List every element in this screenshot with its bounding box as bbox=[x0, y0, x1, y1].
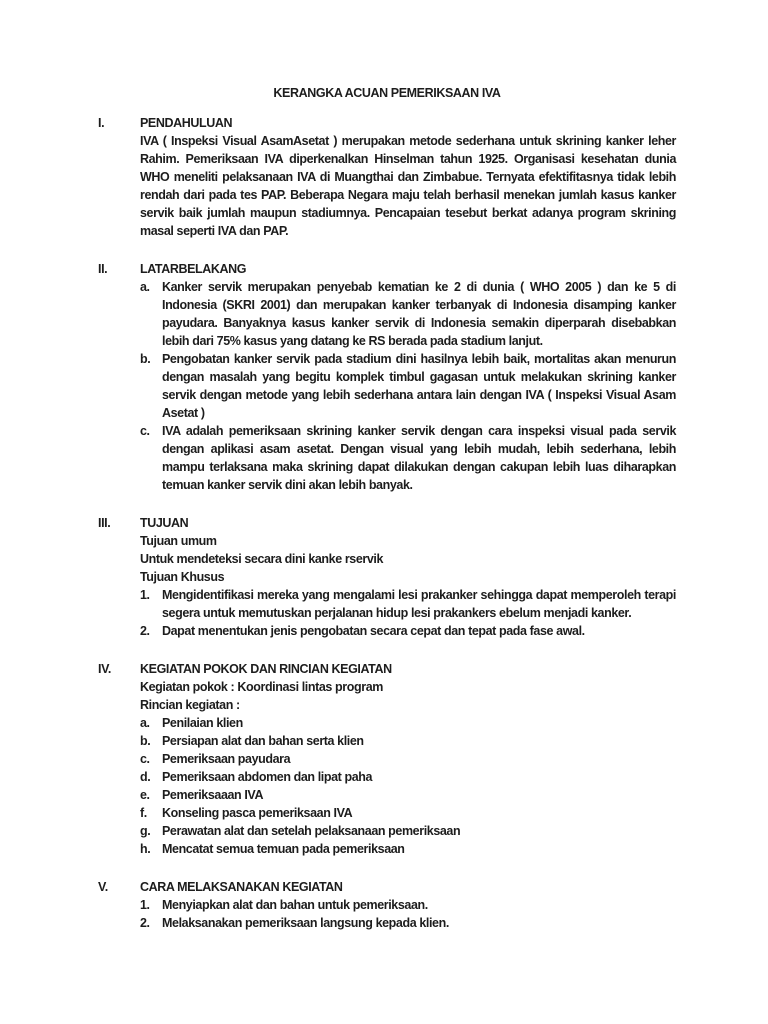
list-item-text: Menyiapkan alat dan bahan untuk pemeriksaan. bbox=[162, 898, 428, 912]
list-item-text: Melaksanakan pemeriksaan langsung kepada klien. bbox=[162, 916, 449, 930]
list-item bbox=[140, 714, 676, 732]
list-item bbox=[140, 896, 676, 914]
section-body bbox=[140, 114, 676, 240]
section-body bbox=[140, 514, 676, 640]
sub-line: Kegiatan pokok : Koordinasi lintas program bbox=[140, 680, 383, 694]
list-item-marker: a. bbox=[140, 716, 150, 730]
section-heading: CARA MELAKSANAKAN KEGIATAN bbox=[140, 880, 343, 894]
section bbox=[98, 114, 676, 240]
section bbox=[98, 260, 676, 494]
sub-line: Tujuan Khusus bbox=[140, 570, 225, 584]
section-numeral: III. bbox=[98, 516, 111, 530]
list-item-text: Mengidentifikasi mereka yang mengalami lesi prakanker sehingga dapat memperoleh terapi segera untuk memutuskan perjalanan hidup lesi prakankers ebelum menjadi kanker. bbox=[162, 588, 676, 620]
document-body bbox=[98, 114, 676, 932]
list-item-marker: f. bbox=[140, 806, 147, 820]
list-item bbox=[140, 786, 676, 804]
section bbox=[98, 660, 676, 858]
list-item-marker: 2. bbox=[140, 916, 150, 930]
sub-line: Untuk mendeteksi secara dini kanke rservik bbox=[140, 552, 384, 566]
section-numeral: IV. bbox=[98, 662, 111, 676]
list-item-marker: b. bbox=[140, 352, 151, 366]
list-item-text: IVA adalah pemeriksaan skrining kanker servik dengan cara inspeksi visual pada servik dengan aplikasi asam asetat. Dengan visual yang lebih mudah, lebih sederhana, lebih mampu terlaksana maka skrining dapat dilakukan dengan cakupan lebih luas diharapkan temuan kanker servik dini akan lebih banyak. bbox=[162, 424, 676, 492]
sub-line: Tujuan umum bbox=[140, 534, 217, 548]
list-item-text: Kanker servik merupakan penyebab kematian ke 2 di dunia ( WHO 2005 ) dan ke 5 di Indonesia (SKRI 2001) dan merupakan kanker terbanyak di Indonesia disamping kanker payudara. Banyaknya kasus kanker servik di Indonesia semakin diperparah disebabkan lebih dari 75% kasus yang datang ke RS berada pada stadium lanjut. bbox=[162, 280, 676, 348]
list-item-text: Perawatan alat dan setelah pelaksanaan pemeriksaan bbox=[162, 824, 461, 838]
sub-line: Rincian kegiatan : bbox=[140, 698, 240, 712]
section-body bbox=[140, 878, 676, 932]
list-item-marker: 2. bbox=[140, 624, 150, 638]
list-item-marker: e. bbox=[140, 788, 150, 802]
list-item-text: Persiapan alat dan bahan serta klien bbox=[162, 734, 364, 748]
paragraph: IVA ( Inspeksi Visual AsamAsetat ) merupakan metode sederhana untuk skrining kanker leher Rahim. Pemeriksaan IVA diperkenalkan Hinselman tahun 1925. Organisasi kesehatan dunia WHO meneliti pelaksanaan IVA di Muangthai dan Zimbabue. Ternyata efektifitasnya tidak lebih rendah dari pada tes PAP. Beberapa Negara maju telah berhasil menekan jumlah kasus kanker servik baik jumlah maupun stadiumnya. Pencapaian tesebut berkat adanya program skrining masal seperti IVA dan PAP. bbox=[140, 134, 676, 238]
section-numeral: V. bbox=[98, 880, 108, 894]
section-heading: LATARBELAKANG bbox=[140, 262, 247, 276]
list-item bbox=[140, 768, 676, 786]
section-heading: KEGIATAN POKOK DAN RINCIAN KEGIATAN bbox=[140, 662, 392, 676]
list-item bbox=[140, 622, 676, 640]
list-item-marker: c. bbox=[140, 424, 150, 438]
list-item-text: Mencatat semua temuan pada pemeriksaan bbox=[162, 842, 405, 856]
section bbox=[98, 878, 676, 932]
list-item bbox=[140, 914, 676, 932]
section-body bbox=[140, 260, 676, 494]
list-item bbox=[140, 732, 676, 750]
section-numeral: II. bbox=[98, 262, 108, 276]
list-item bbox=[140, 750, 676, 768]
list-item bbox=[140, 804, 676, 822]
list-item bbox=[140, 422, 676, 494]
list-item-marker: h. bbox=[140, 842, 151, 856]
section-heading: TUJUAN bbox=[140, 516, 189, 530]
list-item-text: Konseling pasca pemeriksaan IVA bbox=[162, 806, 353, 820]
list-item-text: Penilaian klien bbox=[162, 716, 243, 730]
list-item bbox=[140, 278, 676, 350]
section bbox=[98, 514, 676, 640]
document-title: KERANGKA ACUAN PEMERIKSAAN IVA bbox=[273, 86, 501, 100]
list-item-text: Pemeriksaan abdomen dan lipat paha bbox=[162, 770, 373, 784]
section-heading: PENDAHULUAN bbox=[140, 116, 233, 130]
list-item-marker: 1. bbox=[140, 588, 150, 602]
list-item-text: Pemeriksaan payudara bbox=[162, 752, 291, 766]
list-item-marker: a. bbox=[140, 280, 150, 294]
list-item-marker: d. bbox=[140, 770, 151, 784]
section-body bbox=[140, 660, 676, 858]
list-item bbox=[140, 840, 676, 858]
list-item-text: Pengobatan kanker servik pada stadium dini hasilnya lebih baik, mortalitas akan menurun dengan masalah yang begitu komplek timbul gagasan untuk melakukan skrining kanker servik dengan metode yang lebih sederhana antara lain dengan IVA ( Inspeksi Visual Asam Asetat ) bbox=[162, 352, 676, 420]
list-item-marker: b. bbox=[140, 734, 151, 748]
list-item bbox=[140, 350, 676, 422]
list-item-marker: g. bbox=[140, 824, 151, 838]
list-item-text: Dapat menentukan jenis pengobatan secara cepat dan tepat pada fase awal. bbox=[162, 624, 585, 638]
list-item bbox=[140, 586, 676, 622]
list-item-marker: 1. bbox=[140, 898, 150, 912]
section-numeral: I. bbox=[98, 116, 105, 130]
list-item bbox=[140, 822, 676, 840]
list-item-text: Pemeriksaaan IVA bbox=[162, 788, 264, 802]
list-item-marker: c. bbox=[140, 752, 150, 766]
